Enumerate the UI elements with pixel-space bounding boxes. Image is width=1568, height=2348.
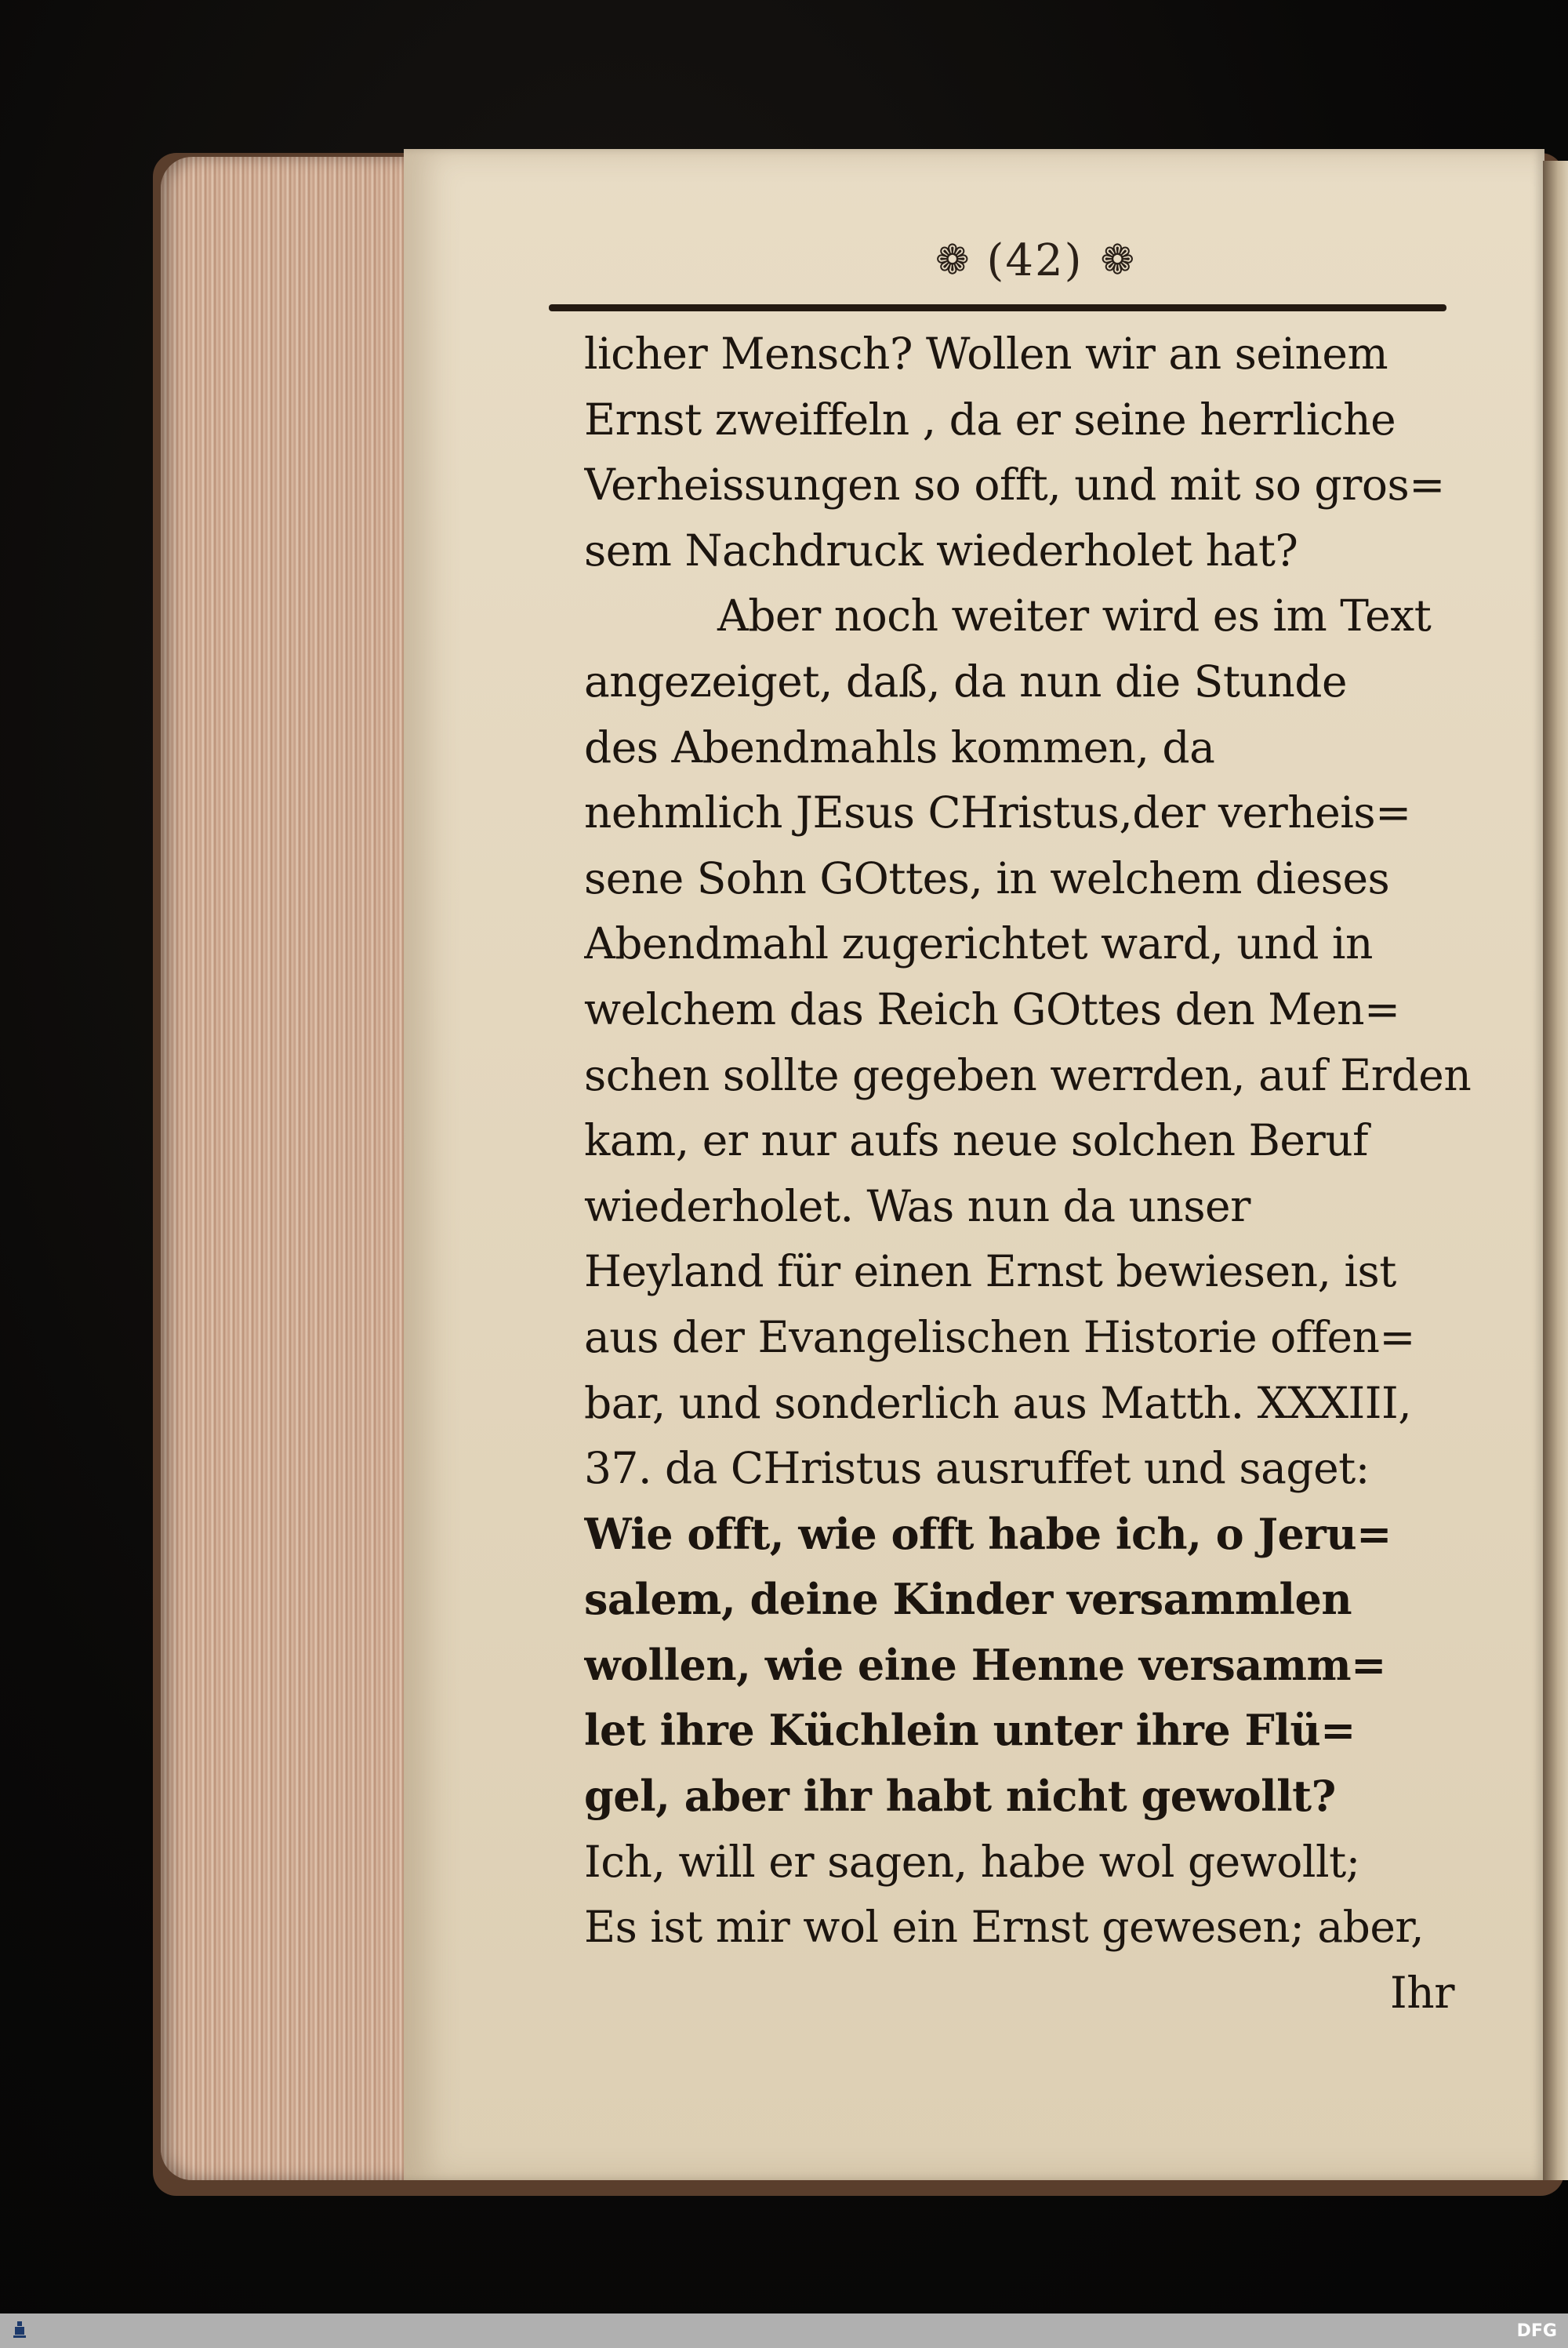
text-line: Verheissungen so offt, und mit so gros=: [584, 460, 1445, 511]
facing-page-edge: [1543, 161, 1568, 2180]
viewer-footer: [0, 2313, 1568, 2348]
text-line: Ich, will er sagen, habe wol gewollt;: [584, 1836, 1360, 1887]
text-line: sene Sohn GOttes, in welchem dieses: [584, 852, 1390, 903]
text-line: licher Mensch? Wollen wir an seinem: [584, 329, 1388, 379]
text-line: Abendmahl zugerichtet ward, und in: [584, 918, 1373, 969]
text-line: nehmlich JEsus CHristus,der verheis=: [584, 787, 1411, 838]
text-line: schen sollte gegeben werrden, auf Erden: [584, 1049, 1472, 1100]
text-line: gel, aber ihr habt nicht gewollt?: [584, 1771, 1336, 1822]
text-line: salem, deine Kinder versammlen: [584, 1574, 1352, 1625]
text-line: Ihr: [1390, 1967, 1454, 2018]
page-header: [870, 229, 1200, 292]
page-number: (42): [986, 234, 1083, 286]
header-rule: [549, 304, 1446, 311]
text-line: aus der Evangelischen Historie offen=: [584, 1311, 1416, 1362]
text-line: kam, er nur aufs neue solchen Beruf: [584, 1115, 1369, 1166]
text-line: bar, und sonderlich aus Matth. XXXIII,: [584, 1377, 1412, 1428]
text-line: wiederholet. Was nun da unser: [584, 1180, 1250, 1231]
text-line: sem Nachdruck wiederholet hat?: [584, 525, 1298, 576]
text-line: Aber noch weiter wird es im Text: [717, 591, 1432, 642]
text-line: Ernst zweiffeln , da er seine herrliche: [584, 394, 1396, 445]
text-line: angezeiget, daß, da nun die Stunde: [584, 656, 1348, 707]
text-line: Wie offt, wie offt habe ich, o Jeru=: [584, 1508, 1392, 1559]
text-line: Heyland für einen Ernst bewiesen, ist: [584, 1246, 1396, 1297]
text-line: Es ist mir wol ein Ernst gewesen; aber,: [584, 1902, 1425, 1953]
body-text: [584, 322, 1486, 2026]
text-line: des Abendmahls kommen, da: [584, 721, 1215, 772]
dfg-logo: DFG: [1516, 2321, 1557, 2341]
ornament-left-icon: ❁: [935, 237, 970, 284]
library-logo-icon: [11, 2318, 28, 2343]
text-line: 37. da CHristus ausruffet und saget:: [584, 1443, 1370, 1494]
text-line: let ihre Küchlein unter ihre Flü=: [584, 1705, 1356, 1756]
ornament-right-icon: ❁: [1100, 237, 1135, 284]
text-line: welchem das Reich GOttes den Men=: [584, 983, 1400, 1034]
page-edges: [161, 157, 427, 2180]
text-line: wollen, wie eine Henne versamm=: [584, 1639, 1386, 1690]
